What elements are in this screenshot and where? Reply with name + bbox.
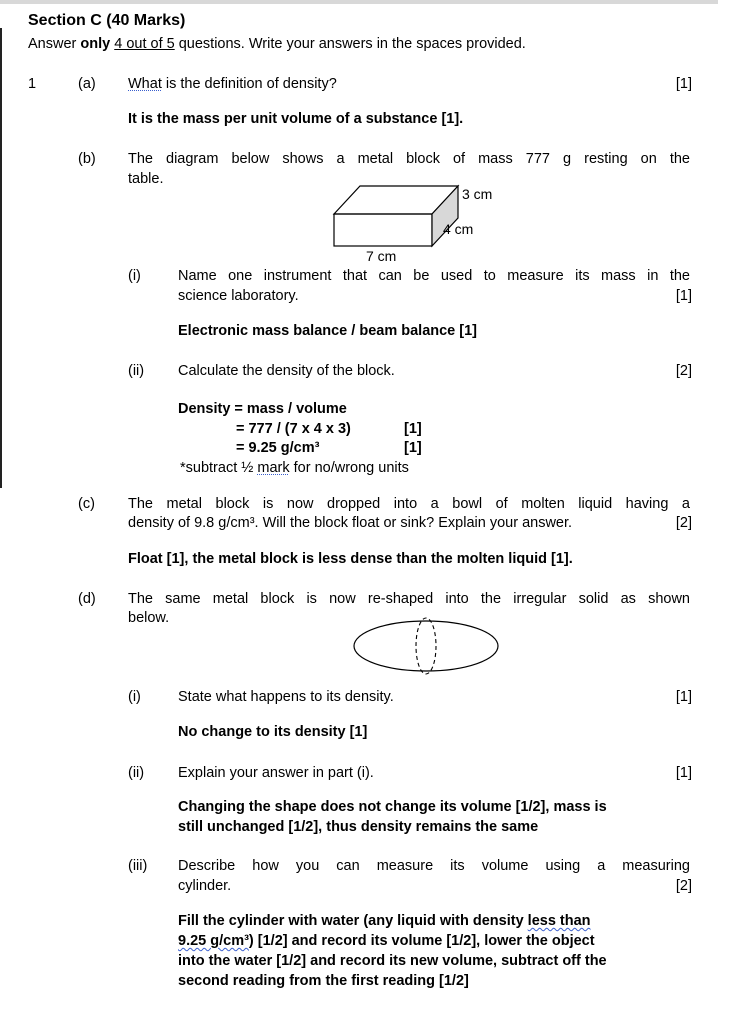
- instr-count: 4 out of 5: [114, 36, 175, 52]
- part-d-iii-answer-line4: second reading from the first reading [1/2]: [178, 973, 469, 989]
- part-b-ii-marks: [2]: [675, 363, 692, 379]
- page-top-edge: [0, 0, 718, 4]
- part-a-question: [128, 75, 337, 93]
- part-d-iii-answer-line1: [178, 912, 591, 930]
- part-d-ii-answer-line2: still unchanged [1/2], thus density remains the same: [178, 819, 539, 835]
- section-instructions: [28, 35, 526, 53]
- part-b-label: (b): [78, 151, 96, 167]
- part-d-iii-question-line1: Describe how you can measure its volume using a measuring: [178, 858, 690, 874]
- part-c-question-line2: density of 9.8 g/cm³. Will the block float or sink? Explain your answer.: [128, 515, 573, 531]
- part-a-answer: It is the mass per unit volume of a substance [1].: [128, 111, 464, 127]
- solid-outline-ellipse: [354, 621, 498, 671]
- part-a-question-rest: is the definition of density?: [161, 76, 337, 92]
- ans2-text: ) [1/2] and record its volume [1/2], lower the object: [248, 933, 595, 949]
- part-b-i-answer: Electronic mass balance / beam balance [1]: [178, 323, 477, 339]
- part-d-iii-marks: [2]: [675, 878, 692, 894]
- instr-only: only: [80, 36, 111, 52]
- note-mark-word: mark: [257, 460, 290, 476]
- density-substitution-mark: [1]: [404, 421, 422, 437]
- part-d-ii-question: Explain your answer in part (i).: [178, 765, 374, 781]
- part-a-marks: [1]: [675, 76, 692, 92]
- part-d-ii-answer-line1: Changing the shape does not change its volume [1/2], mass is: [178, 799, 607, 815]
- part-c-label: (c): [78, 496, 95, 512]
- ans1-text: Fill the cylinder with water (any liquid with density: [178, 913, 528, 929]
- part-d-ii-marks: [1]: [675, 765, 692, 781]
- part-d-iii-question-line2: cylinder.: [178, 878, 232, 894]
- part-c-marks: [2]: [675, 515, 692, 531]
- density-result: = 9.25 g/cm³: [236, 440, 320, 456]
- part-d-i-question: State what happens to its density.: [178, 689, 394, 705]
- block-side-face: [432, 186, 458, 246]
- part-b-i-marks: [1]: [675, 288, 692, 304]
- block-front-face: [334, 214, 432, 246]
- note-text: *subtract ½: [180, 460, 258, 476]
- ans2-flagged-value: 9.25 g/cm³: [178, 933, 249, 949]
- solid-cross-section-dashed: [416, 618, 436, 674]
- part-b-i-label: (i): [128, 268, 141, 284]
- part-b-ii-label: (ii): [128, 363, 145, 379]
- part-d-question-line1: The same metal block is now re-shaped into the irregular solid as shown: [128, 591, 690, 607]
- part-d-i-marks: [1]: [675, 689, 692, 705]
- part-c-question-line1: The metal block is now dropped into a bowl of molten liquid having a: [128, 496, 690, 512]
- question-number: 1: [28, 76, 37, 92]
- page-left-margin-bar: [0, 28, 2, 488]
- instr-text-end: questions. Write your answers in the spaces provided.: [174, 36, 526, 52]
- part-b-ii-question: Calculate the density of the block.: [178, 363, 395, 379]
- section-title: Section C (40 Marks): [28, 12, 186, 29]
- part-b-question-line1: The diagram below shows a metal block of mass 777 g resting on the: [128, 151, 690, 167]
- density-substitution: = 777 / (7 x 4 x 3): [236, 421, 351, 437]
- density-units-note: [180, 459, 409, 477]
- part-d-ii-label: (ii): [128, 765, 145, 781]
- part-b-i-question-line2: science laboratory.: [178, 288, 299, 304]
- density-formula: Density = mass / volume: [178, 401, 347, 417]
- part-b-i-question-line1: Name one instrument that can be used to measure its mass in the: [178, 268, 690, 284]
- block-height-label: 3 cm: [462, 186, 493, 202]
- instr-text: Answer: [28, 36, 81, 52]
- irregular-solid-diagram: [352, 617, 502, 677]
- part-d-iii-label: (iii): [128, 858, 148, 874]
- block-depth-label: 4 cm: [443, 221, 474, 237]
- part-d-question-line2: below.: [128, 610, 170, 626]
- part-a-label: (a): [78, 76, 96, 92]
- part-d-label: (d): [78, 591, 96, 607]
- part-a-first-word: What: [128, 76, 162, 92]
- block-width-label: 7 cm: [366, 248, 397, 264]
- part-d-iii-answer-line2: [178, 932, 595, 950]
- part-b-question-line2: table.: [128, 171, 164, 187]
- part-c-answer: Float [1], the metal block is less dense than the molten liquid [1].: [128, 551, 573, 567]
- density-result-mark: [1]: [404, 440, 422, 456]
- note-text-end: for no/wrong units: [289, 460, 409, 476]
- part-d-iii-answer-line3: into the water [1/2] and record its new volume, subtract off the: [178, 953, 607, 969]
- part-d-i-answer: No change to its density [1]: [178, 724, 368, 740]
- ans1-flagged-text: less than: [527, 913, 591, 929]
- part-d-i-label: (i): [128, 689, 141, 705]
- metal-block-diagram: [330, 180, 510, 270]
